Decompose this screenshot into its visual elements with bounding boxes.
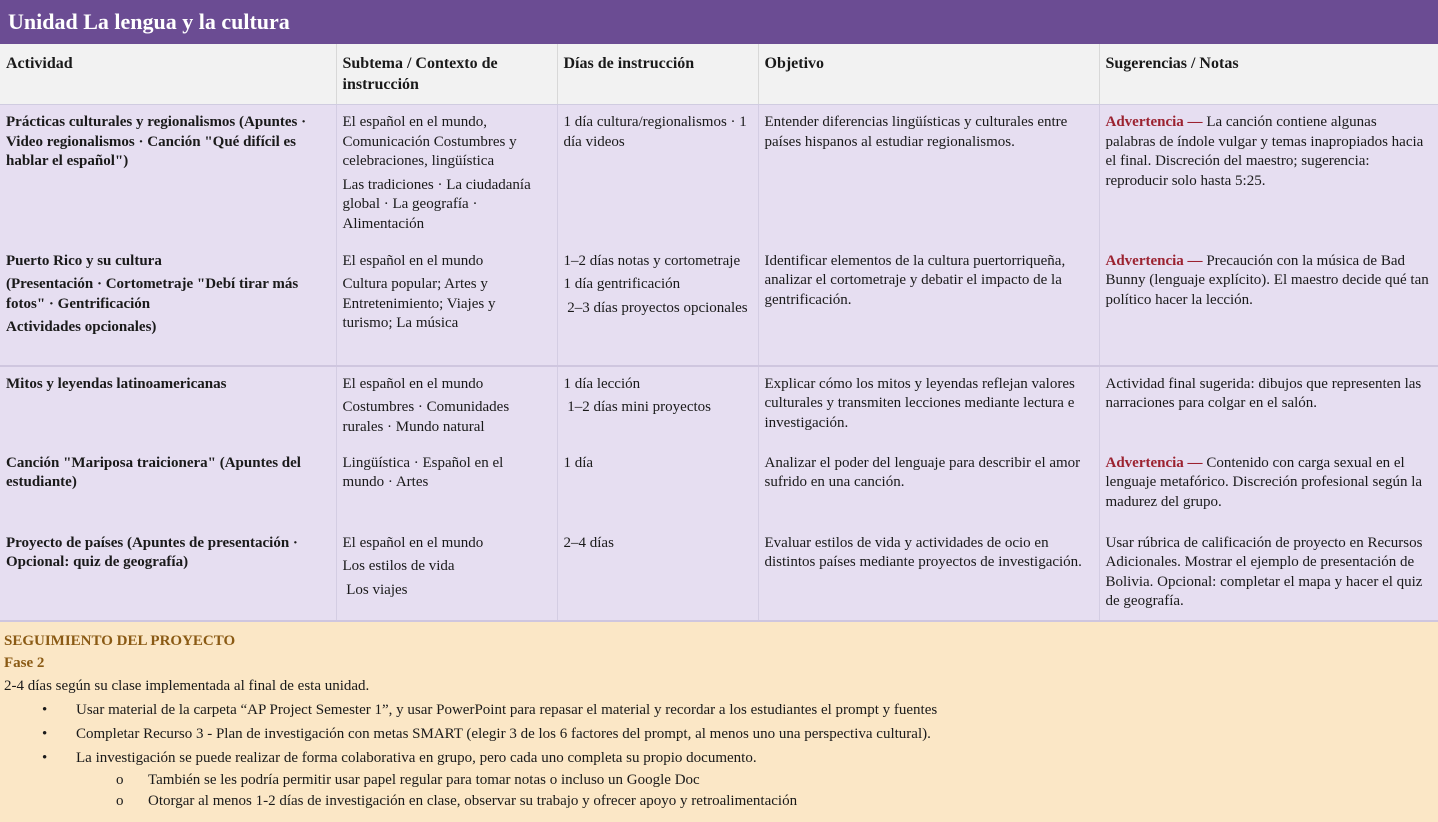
subtema-text: El español en el mundo [342, 252, 484, 269]
subtema-text: El español en el mundo, Comunicación Costumbres y celebraciones, lingüística [342, 114, 517, 169]
actividad-text: Prácticas culturales y regionalismos (Apuntes · Video regionalismos · Canción "Qué difícil es hablar el español") [6, 114, 307, 169]
subtema-text: Costumbres · Comunidades rurales · Mundo natural [342, 399, 510, 435]
table-row [0, 526, 1438, 621]
cell-actividad [0, 244, 336, 366]
cell-dias [557, 526, 758, 621]
subtema-text: Lingüística · Español en el mundo · Artes [342, 454, 504, 490]
cell-notas [1099, 446, 1438, 526]
dias-text: 2–4 días [563, 534, 614, 551]
header-subtema: Subtema / Contexto de instrucción [336, 44, 557, 105]
followup-list [4, 698, 1432, 812]
unit-title: Unidad La lengua y la cultura [0, 0, 1438, 44]
nota-text: Contenido con carga sexual en el lenguaje metafórico. Discreción profesional según la madurez del grupo. [1105, 454, 1423, 510]
cell-actividad [0, 366, 336, 446]
cell-actividad [0, 526, 336, 621]
dias-text: 2–3 días proyectos opcionales [563, 299, 748, 316]
list-item-text: La investigación se puede realizar de forma colaborativa en grupo, pero cada uno completa su propio documento. [76, 749, 757, 766]
dias-text: 1 día lección [563, 375, 641, 392]
cell-notas [1099, 244, 1438, 366]
header-dias: Días de instrucción [557, 44, 758, 105]
cell-subtema [336, 244, 557, 366]
actividad-text: Actividades opcionales) [6, 319, 157, 335]
header-objetivo: Objetivo [758, 44, 1099, 105]
cell-notas [1099, 526, 1438, 621]
cell-actividad [0, 446, 336, 526]
cell-subtema [336, 366, 557, 446]
subtema-text: El español en el mundo [342, 375, 484, 392]
header-actividad: Actividad [0, 44, 336, 105]
warning-label: Advertencia — [1105, 454, 1203, 471]
table-row [0, 366, 1438, 446]
dias-text: 1–2 días mini proyectos [563, 399, 711, 415]
followup-intro: 2-4 días según su clase implementada al final de esta unidad. [4, 677, 370, 694]
cell-objetivo: Analizar el poder del lenguaje para describir el amor sufrido en una canción. [758, 446, 1099, 526]
dias-text: 1 día cultura/regionalismos · 1 día videos [563, 114, 747, 150]
nota-text: Usar rúbrica de calificación de proyecto en Recursos Adicionales. Mostrar el ejemplo de presentación de Bolivia. Opcional: completar el mapa y hacer el quiz de geografía. [1105, 534, 1423, 609]
cell-dias [557, 446, 758, 526]
cell-objetivo: Identificar elementos de la cultura puertorriqueña, analizar el cortometraje y debatir el impacto de la gentrificación. [758, 244, 1099, 366]
table-header-row [0, 44, 1438, 105]
nota-text: Actividad final sugerida: dibujos que representen las narraciones para colgar en el salón. [1105, 375, 1422, 411]
sublist-item: o También se les podría permitir usar papel regular para tomar notas o incluso un Google Doc [4, 770, 1432, 791]
actividad-text: Mitos y leyendas latinoamericanas [6, 375, 227, 392]
actividad-text: Proyecto de países (Apuntes de presentación · Opcional: quiz de geografía) [6, 534, 298, 570]
table-row [0, 244, 1438, 366]
list-item: • Usar material de la carpeta “AP Project Semester 1”, y usar PowerPoint para repasar el material y recordar a los estudiantes el prompt y fuentes [4, 698, 1432, 722]
header-notas: Sugerencias / Notas [1099, 44, 1438, 105]
dias-text: 1 día gentrificación [563, 276, 681, 292]
warning-label: Advertencia — [1105, 114, 1203, 130]
warning-label: Advertencia — [1105, 252, 1203, 269]
actividad-text: Puerto Rico y su cultura [6, 252, 162, 269]
cell-actividad [0, 105, 336, 244]
dias-text: 1–2 días notas y cortometraje [563, 252, 741, 269]
table-row [0, 105, 1438, 244]
table-row [0, 446, 1438, 526]
cell-objetivo: Explicar cómo los mitos y leyendas reflejan valores culturales y transmiten lecciones mediante lectura e investigación. [758, 366, 1099, 446]
cell-dias [557, 105, 758, 244]
subtema-text: Los viajes [342, 581, 408, 598]
cell-objetivo: Evaluar estilos de vida y actividades de ocio en distintos países mediante proyectos de investigación. [758, 526, 1099, 621]
list-item: • Completar Recurso 3 - Plan de investigación con metas SMART (elegir 3 de los 6 factores del prompt, al menos uno una perspectiva cultural). [4, 722, 1432, 746]
nota-text: La canción contiene algunas palabras de índole vulgar y temas inapropiados hacia el final. Discreción del maestro; sugerencia: reproducir solo hasta 5:25. [1105, 114, 1424, 189]
subtema-text: El español en el mundo [342, 534, 484, 551]
subtema-text: Las tradiciones · La ciudadanía global · La geografía · Alimentación [342, 176, 531, 232]
dias-text: 1 día [563, 454, 594, 471]
followup-title: SEGUIMIENTO DEL PROYECTO [4, 632, 236, 649]
subtema-text: Los estilos de vida [342, 558, 455, 574]
cell-notas [1099, 105, 1438, 244]
followup-phase: Fase 2 [4, 654, 45, 671]
cell-objetivo: Entender diferencias lingüísticas y culturales entre países hispanos al estudiar regionalismos. [758, 105, 1099, 244]
subtema-text: Cultura popular; Artes y Entretenimiento; Viajes y turismo; La música [342, 276, 496, 331]
actividad-text: Canción "Mariposa traicionera" (Apuntes del estudiante) [6, 454, 301, 490]
sublist-item: o Otorgar al menos 1-2 días de investigación en clase, observar su trabajo y ofrecer apoyo y retroalimentación [4, 791, 1432, 812]
cell-subtema [336, 105, 557, 244]
nota-text: Precaución con la música de Bad Bunny (lenguaje explícito). El maestro decide qué tan político hacer la lección. [1105, 252, 1429, 308]
cell-dias [557, 244, 758, 366]
followup-sublist [4, 770, 1432, 812]
actividad-text: (Presentación · Cortometraje "Debí tirar más fotos" · Gentrificación [6, 276, 299, 312]
cell-dias [557, 366, 758, 446]
project-followup-section [0, 622, 1438, 822]
list-item [4, 746, 1432, 812]
lesson-plan-table [0, 44, 1438, 622]
cell-subtema [336, 526, 557, 621]
cell-notas [1099, 366, 1438, 446]
cell-subtema [336, 446, 557, 526]
